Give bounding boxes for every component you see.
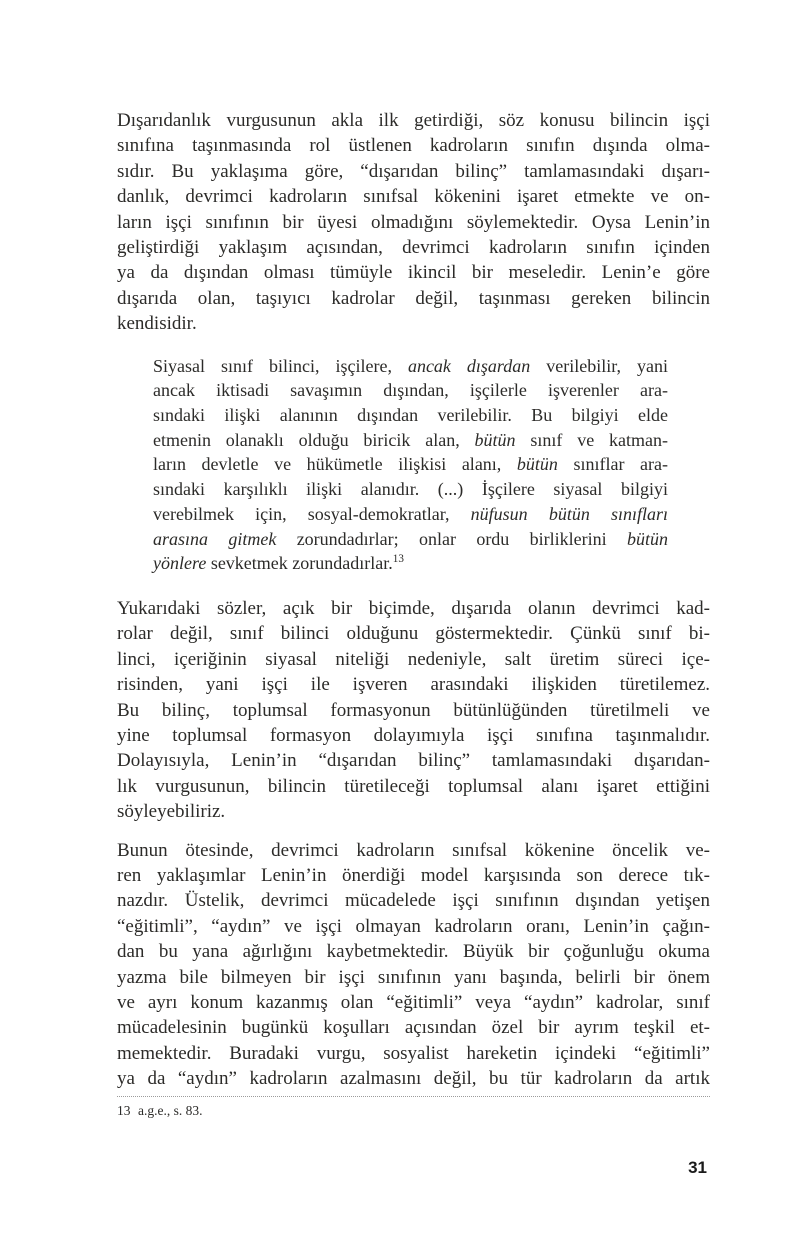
text-line: ların devletle ve hükümetle ilişkisi alanı, bütün sınıflar ara- — [153, 454, 669, 475]
text-line: geliştirdiği yaklaşım açısından, devrimci kadroların sınıfın içinden — [117, 237, 710, 259]
text-line: arasına gitmek zorundadırlar; onlar ordu birliklerini bütün — [153, 528, 668, 549]
text-line: Dolayısıyla, Lenin’in “dışarıdan bilinç” tamlamasındaki dışarıdan- — [117, 750, 710, 772]
text-line: sındaki karşılıklı ilişki alanıdır. (...) İşçilere siyasal bilgiyi — [153, 479, 668, 500]
text-line: etmenin olanaklı olduğu biricik alan, bütün sınıf ve katman- — [153, 429, 668, 450]
text-line: rolar değil, sınıf bilinci olduğunu göstermektedir. Çünkü sınıf bi- — [117, 623, 710, 645]
text-line: ya da “aydın” kadroların azalmasını değil, bu tür kadroların da artık — [117, 1068, 710, 1090]
text-line: ancak iktisadi savaşımın dışından, işçilerle işverenler ara- — [153, 380, 668, 401]
text-line: dışarıda olan, taşıyıcı kadrolar değil, taşınması gereken bilincin — [117, 287, 710, 309]
text-line: dan bu yana ağırlığını kaybetmektedir. Büyük bir çoğunluğu okuma — [117, 941, 710, 963]
footnote-text: a.g.e., s. 83. — [138, 1102, 203, 1118]
text-line: Yukarıdaki sözler, açık bir biçimde, dışarıda olanın devrimci kad- — [117, 597, 710, 619]
text-line: yönlere sevketmek zorundadırlar.$^{13}$ — [153, 553, 404, 574]
text-line: ren yaklaşımlar Lenin’in önerdiği model karşısında son derece tık- — [117, 865, 710, 887]
text-line: nazdır. Üstelik, devrimci mücadelede işçi sınıfının dışından yetişen — [117, 890, 710, 912]
text-line: sınıfına taşınmasında rol üstlenen kadroların sınıfın dışında olma- — [117, 135, 710, 157]
text-line: Dışarıdanlık vurgusunun akla ilk getirdiği, söz konusu bilincin işçi — [117, 110, 710, 131]
block-quote — [153, 354, 668, 576]
page-number: 31 — [688, 1158, 707, 1177]
footnote-separator — [117, 1096, 710, 1097]
text-line: ların işçi sınıfının bir üyesi olmadığını söylemektedir. Oysa Lenin’in — [117, 211, 710, 233]
paragraph-3 — [117, 838, 710, 1092]
text-line: ya da dışından olması tümüyle ikincil bir meseledir. Lenin’e göre — [117, 262, 710, 284]
text-line: mücadelesinin bugünkü koşulları açısından özel bir ayrım teşkil et- — [117, 1017, 710, 1039]
paragraph-2 — [117, 596, 710, 825]
footnote-reference: 13 — [392, 553, 404, 566]
footnote-number: 13 — [117, 1102, 131, 1118]
text-line: danlık, devrimci kadroların sınıfsal kökenini işaret etmekte ve on- — [117, 186, 710, 208]
text-line: ve ayrı konum kazanmış olan “eğitimli” veya “aydın” kadrolar, sınıf — [117, 992, 710, 1014]
text-line: risinden, yani işçi ile işveren arasındaki ilişkiden türetilemez. — [117, 674, 710, 696]
text-line: kendisidir. — [117, 313, 197, 335]
paragraph-1 — [117, 108, 710, 337]
text-line: yazma bile bilmeyen bir işçi sınıfının yanı başında, belirli bir önem — [117, 966, 710, 988]
text-line: yine toplumsal formasyon dolayımıyla işçi sınıfına taşınmalıdır. — [117, 725, 710, 747]
text-line: Siyasal sınıf bilinci, işçilere, ancak dışardan verilebilir, yani — [153, 355, 668, 376]
text-line: linci, içeriğinin siyasal niteliği nedeniyle, salt üretim süreci içe- — [117, 648, 710, 670]
text-line: “eğitimli”, “aydın” ve işçi olmayan kadroların oranı, Lenin’in çağın- — [117, 915, 710, 937]
text-line: verebilmek için, sosyal-demokratlar, nüfusun bütün sınıfları — [153, 503, 668, 524]
text-line: sındaki ilişki alanının dışından verilebilir. Bu bilgiyi elde — [153, 405, 668, 426]
footnote — [117, 1102, 710, 1119]
page-content — [117, 108, 710, 1119]
text-line: lık vurgusunun, bilincin türetileceği toplumsal alanı işaret ettiğini — [117, 775, 710, 797]
text-line: memektedir. Buradaki vurgu, sosyalist hareketin içindeki “eğitimli” — [117, 1042, 710, 1064]
text-line: söyleyebiliriz. — [117, 801, 226, 823]
text-line: Bunun ötesinde, devrimci kadroların sınıfsal kökenine öncelik ve- — [117, 839, 710, 861]
text-line: Bu bilinç, toplumsal formasyonun bütünlüğünden türetilmeli ve — [117, 699, 710, 721]
text-line: sıdır. Bu yaklaşıma göre, “dışarıdan bilinç” tamlamasındaki dışarı- — [117, 160, 710, 182]
